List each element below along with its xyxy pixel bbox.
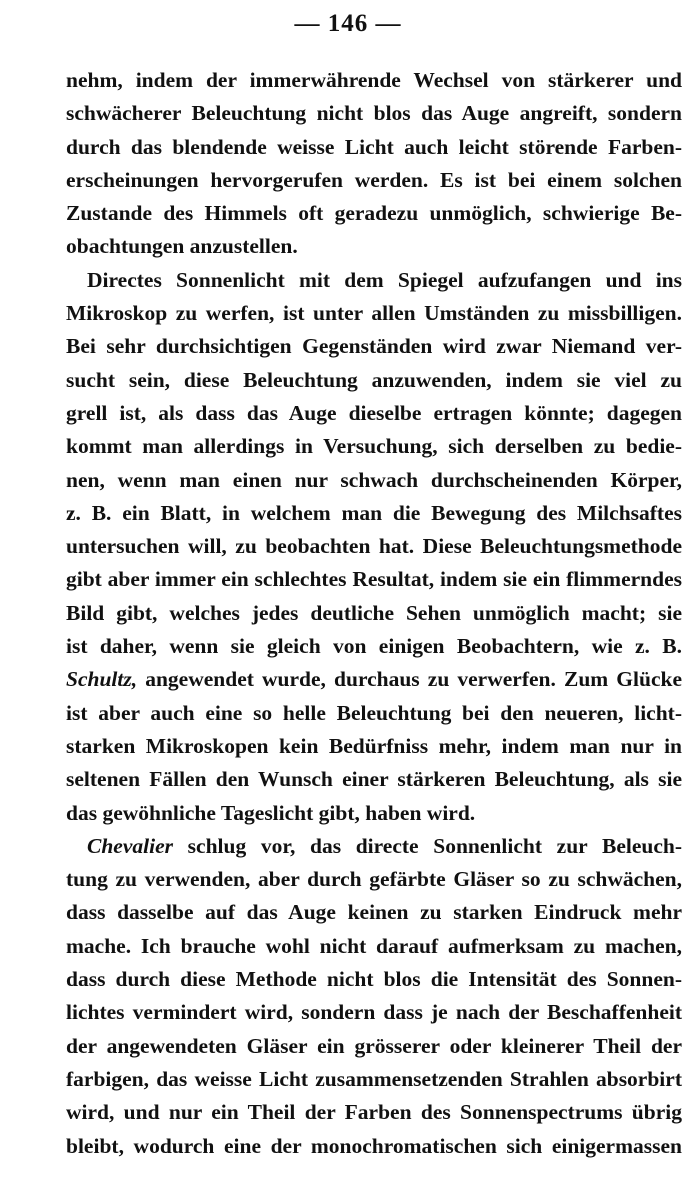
- text-line: erscheinungen hervorgerufen werden. Es ist bei einem solchen: [66, 167, 682, 192]
- text-line: mache. Ich brauche wohl nicht darauf aufmerksam zu machen,: [66, 933, 682, 958]
- text-line: seltenen Fällen den Wunsch einer stärkeren Beleuchtung, als sie: [66, 767, 682, 792]
- text-line: obachtungen anzustellen.: [66, 234, 298, 259]
- author-name-chevalier: Chevalier: [87, 833, 173, 858]
- text-line: dass durch diese Methode nicht blos die Intensität des Sonnen-: [66, 967, 682, 992]
- text-line: dass dasselbe auf das Auge keinen zu starken Eindruck mehr: [66, 900, 682, 925]
- body-text: [66, 64, 682, 1163]
- text-line: [66, 830, 682, 863]
- text-line: sucht sein, diese Beleuchtung anzuwenden, indem sie viel zu: [66, 367, 682, 392]
- text-line: Bild gibt, welches jedes deutliche Sehen unmöglich macht; sie: [66, 600, 682, 625]
- text-line: ist daher, wenn sie gleich von einigen Beobachtern, wie z. B.: [66, 634, 682, 659]
- text-line: Mikroskop zu werfen, ist unter allen Umständen zu missbilligen.: [66, 301, 682, 326]
- text-line: Directes Sonnenlicht mit dem Spiegel aufzufangen und ins: [87, 267, 682, 292]
- line-remainder: schlug vor, das directe Sonnenlicht zur Beleuch-: [173, 833, 682, 858]
- text-line: nehm, indem der immerwährende Wechsel von stärkerer und: [66, 68, 682, 92]
- text-line: schwächerer Beleuchtung nicht blos das Auge angreift, sondern: [66, 101, 682, 126]
- text-line: Zustande des Himmels oft geradezu unmöglich, schwierige Be-: [66, 201, 682, 226]
- text-line: ist aber auch eine so helle Beleuchtung bei den neueren, licht-: [66, 700, 682, 725]
- text-line: [66, 663, 682, 696]
- text-line: untersuchen will, zu beobachten hat. Diese Beleuchtungsmethode: [66, 534, 682, 559]
- text-line: lichtes vermindert wird, sondern dass je nach der Beschaffenheit: [66, 1000, 682, 1025]
- text-line: grell ist, als dass das Auge dieselbe ertragen könnte; dagegen: [66, 400, 682, 425]
- author-name-schultz: Schultz,: [66, 667, 138, 692]
- text-line: das gewöhnliche Tageslicht gibt, haben wird.: [66, 800, 476, 825]
- text-line: starken Mikroskopen kein Bedürfniss mehr, indem man nur in: [66, 733, 682, 758]
- text-line: bleibt, wodurch eine der monochromatischen sich einigermassen: [66, 1133, 682, 1158]
- text-line: der angewendeten Gläser ein grösserer oder kleinerer Theil der: [66, 1033, 682, 1058]
- page-number: — 146 —: [294, 10, 402, 37]
- text-line: nen, wenn man einen nur schwach durchscheinenden Körper,: [66, 467, 682, 492]
- text-line: gibt aber immer ein schlechtes Resultat, indem sie ein flimmerndes: [66, 567, 682, 592]
- text-line: farbigen, das weisse Licht zusammensetzenden Strahlen absorbirt: [66, 1066, 682, 1091]
- text-line: Bei sehr durchsichtigen Gegenständen wird zwar Niemand ver-: [66, 334, 682, 359]
- text-line: durch das blendende weisse Licht auch leicht störende Farben-: [66, 134, 682, 159]
- text-line: tung zu verwenden, aber durch gefärbte Gläser so zu schwächen,: [66, 867, 682, 892]
- text-line: z. B. ein Blatt, in welchem man die Bewegung des Milchsaftes: [66, 500, 682, 525]
- text-line: wird, und nur ein Theil der Farben des Sonnenspectrums übrig: [66, 1100, 682, 1125]
- line-remainder: angewendet wurde, durchaus zu verwerfen. Zum Glücke: [137, 667, 682, 692]
- text-line: kommt man allerdings in Versuchung, sich derselben zu bedie-: [66, 434, 682, 459]
